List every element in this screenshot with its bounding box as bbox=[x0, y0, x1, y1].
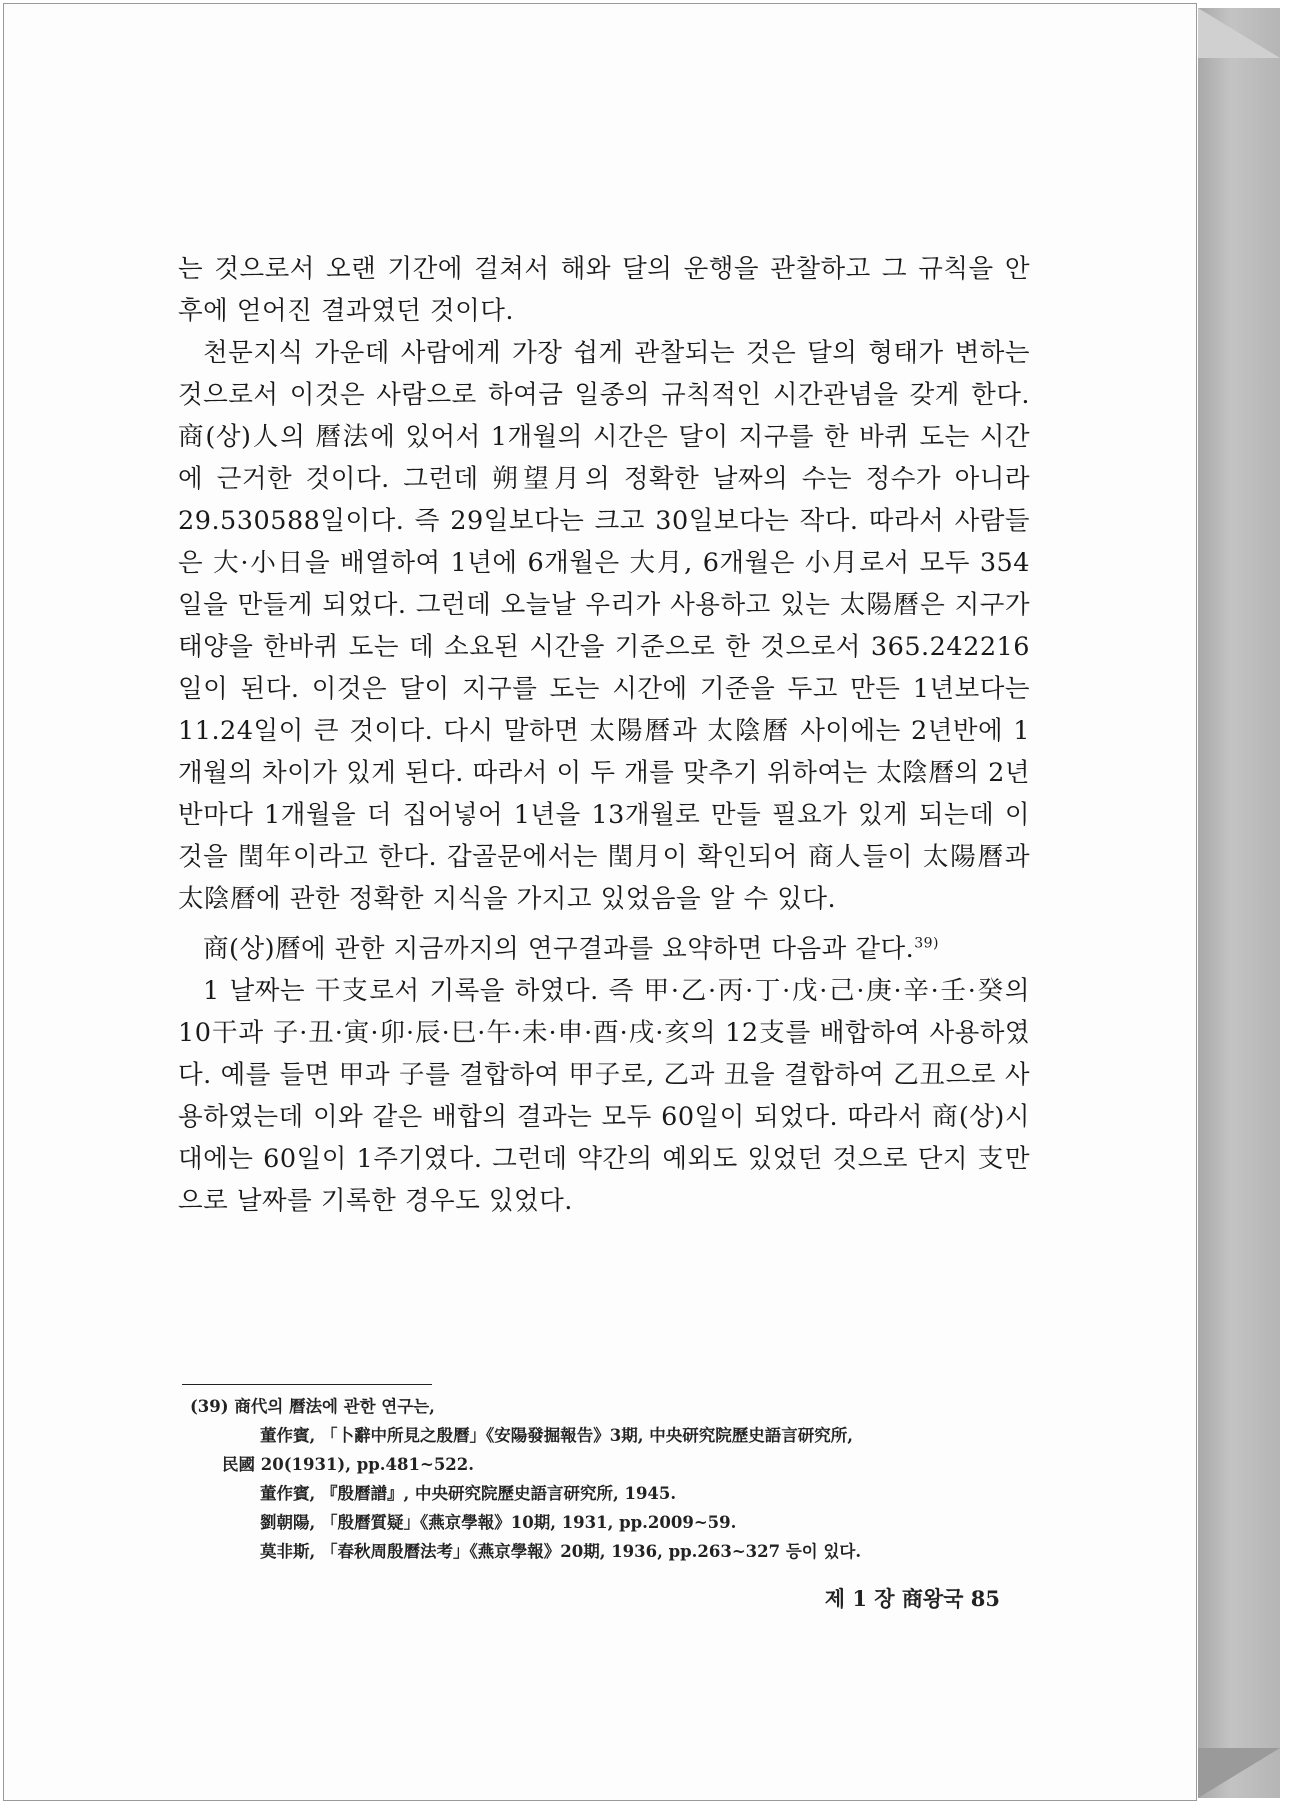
footnotes bbox=[190, 1392, 990, 1566]
running-footer: 제 1 장 商왕국 85 bbox=[824, 1586, 1000, 1611]
paragraph-3-text: 商(상)曆에 관한 지금까지의 연구결과를 요약하면 다음과 같다. bbox=[203, 934, 915, 964]
footnote-line-1: 董作賓, 「卜辭中所見之殷曆」《安陽發掘報告》3期, 中央研究院歷史語言研究所, bbox=[260, 1426, 853, 1445]
footnote-line-2: 董作賓, 『殷曆譜』, 中央研究院歷史語言研究所, 1945. bbox=[260, 1484, 677, 1503]
footnote-line-3: 劉朝陽, 「殷曆質疑」《燕京學報》10期, 1931, pp.2009~59. bbox=[260, 1513, 737, 1532]
footnote-line-4: 莫非斯, 「春秋周殷曆法考」《燕京學報》20期, 1936, pp.263~327 등이 있다. bbox=[260, 1542, 862, 1561]
body-text bbox=[178, 248, 1030, 1222]
book-spine bbox=[1198, 8, 1280, 1798]
paragraph-1: 는 것으로서 오랜 기간에 걸쳐서 해와 달의 운행을 관찰하고 그 규칙을 안 후에 얻어진 결과였던 것이다. bbox=[178, 254, 1030, 326]
footnote-rule bbox=[182, 1384, 432, 1385]
footnote-head: (39) 商代의 曆法에 관한 연구는, bbox=[190, 1397, 435, 1416]
footnote-ref: 39) bbox=[914, 935, 939, 952]
paragraph-2: 천문지식 가운데 사람에게 가장 쉽게 관찰되는 것은 달의 형태가 변하는 것으로서 이것은 사람으로 하여금 일종의 규칙적인 시간관념을 갖게 한다. 商(상)人의 曆法에 있어서 1개월의 시간은 달이 지구를 한 바퀴 도는 시간에 근거한 것이다. 그런데 朔望月의 정확한 날짜의 수는 정수가 아니라 29.530588일이다. 즉 29일보다는 크고 30일보다는 작다. 따라서 사람들은 大·小日을 배열하여 1년에 6개월은 大月, 6개월은 小月로서 모두 354일을 만들게 되었다. 그런데 오늘날 우리가 사용하고 있는 太陽曆은 지구가 태양을 한바퀴 도는 데 소요된 시간을 기준으로 한 것으로서 365.242216일이 된다. 이것은 달이 지구를 도는 시간에 기준을 두고 만든 1년보다는 11.24일이 큰 것이다. 다시 말하면 太陽曆과 太陰曆 사이에는 2년반에 1개월의 차이가 있게 된다. 따라서 이 두 개를 맞추기 위하여는 太陰曆의 2년 반마다 1개월을 더 집어넣어 1년을 13개월로 만들 필요가 있게 되는데 이것을 閏年이라고 한다. 갑골문에서는 閏月이 확인되어 商人들이 太陽曆과 太陰曆에 관한 정확한 지식을 가지고 있었음을 알 수 있다. bbox=[178, 338, 1030, 914]
paragraph-3 bbox=[178, 928, 1030, 970]
paragraph-4: 1 날짜는 干支로서 기록을 하였다. 즉 甲·乙·丙·丁·戊·己·庚·辛·壬·癸의 10干과 子·丑·寅·卯·辰·巳·午·未·申·酉·戌·亥의 12支를 배합하여 사용하였다. 예를 들면 甲과 子를 결합하여 甲子로, 乙과 丑을 결합하여 乙丑으로 사용하였는데 이와 같은 배합의 결과는 모두 60일이 되었다. 따라서 商(상)시대에는 60일이 1주기였다. 그런데 약간의 예외도 있었던 것으로 단지 支만으로 날짜를 기록한 경우도 있었다. bbox=[178, 976, 1030, 1216]
footnote-line-1-cont: 民國 20(1931), pp.481~522. bbox=[222, 1455, 475, 1474]
